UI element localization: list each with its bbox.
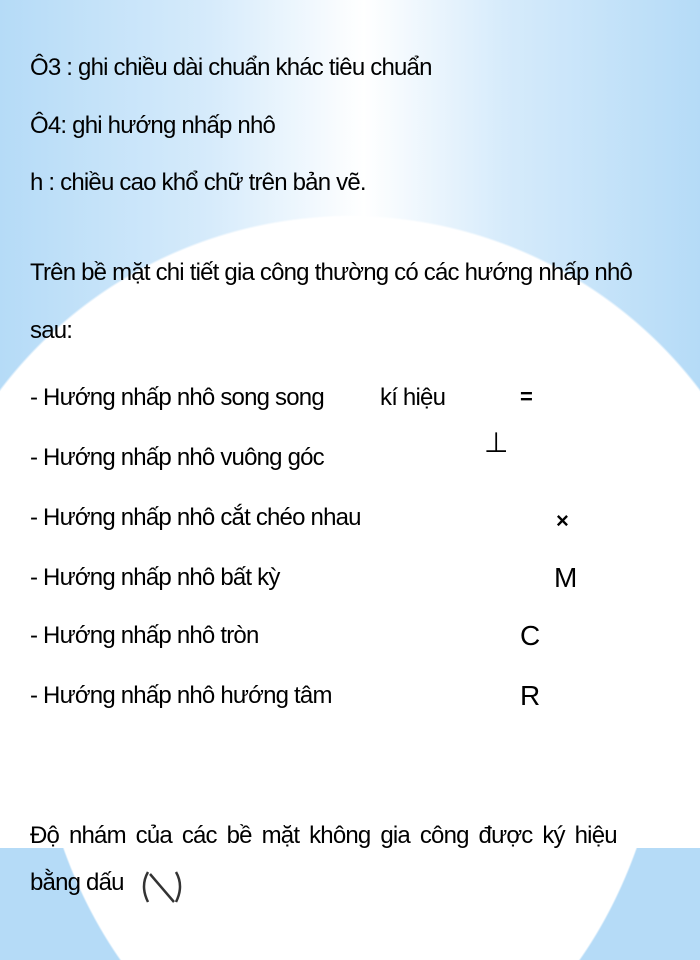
symbol-crossed: × xyxy=(556,508,569,533)
text-o3: Ô3 : ghi chiều dài chuẩn khác tiêu chuẩn xyxy=(30,54,432,81)
text-intro: Trên bề mặt chi tiết gia công thường có các hướng nhấp nhô xyxy=(30,259,633,286)
symbol-random: M xyxy=(554,562,578,593)
direction-note: kí hiệu xyxy=(380,384,446,411)
unmachined-surface-symbol-icon xyxy=(134,862,190,912)
text-footer-cont: bằng dấu xyxy=(30,869,124,896)
symbol-circular: C xyxy=(520,620,541,651)
direction-radial: - Hướng nhấp nhô hướng tâm xyxy=(30,682,332,709)
text-h: h : chiều cao khổ chữ trên bản vẽ. xyxy=(30,169,366,196)
symbol-parallel: = xyxy=(520,384,533,409)
text-intro-cont: sau: xyxy=(30,317,73,344)
direction-parallel: - Hướng nhấp nhô song song xyxy=(30,384,324,411)
direction-random: - Hướng nhấp nhô bất kỳ xyxy=(30,564,280,591)
symbol-perpendicular: ⊥ xyxy=(484,427,509,458)
text-o4: Ô4: ghi hướng nhấp nhô xyxy=(30,112,276,139)
text-footer: Độ nhám của các bề mặt không gia công được ký hiệu xyxy=(30,822,617,849)
direction-crossed: - Hướng nhấp nhô cắt chéo nhau xyxy=(30,504,361,531)
direction-circular: - Hướng nhấp nhô tròn xyxy=(30,622,259,649)
direction-perpendicular: - Hướng nhấp nhô vuông góc xyxy=(30,444,324,471)
symbol-radial: R xyxy=(520,680,541,711)
